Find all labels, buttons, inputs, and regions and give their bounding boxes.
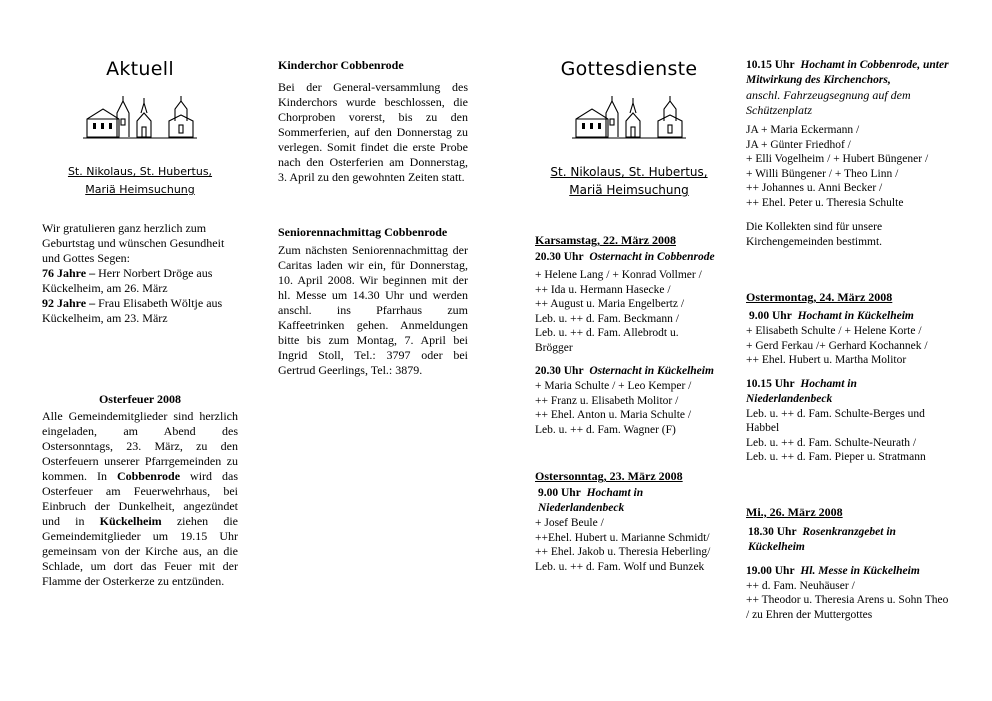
day-block <box>535 233 723 437</box>
day-date: Mi., 26. März 2008 <box>746 504 843 519</box>
mass-header: 18.30 Uhr Rosenkranzgebet in Kückelheim <box>748 525 896 553</box>
parish-line2: Mariä Heimsuchung <box>569 183 689 197</box>
mass-header: 20.30 Uhr Osternacht in Kückelheim <box>535 365 714 377</box>
day-block <box>535 469 723 574</box>
churches-icon <box>570 95 688 141</box>
parish-names-right <box>535 163 723 199</box>
intentions-list: + Elisabeth Schulte / + Helene Korte / + Gerd Ferkau /+ Gerhard Kochannek / ++ Ehel. Hubert u. Martha Molitor <box>746 325 928 366</box>
mass-header: 20.30 Uhr Osternacht in Cobbenrode <box>535 251 715 263</box>
mass-header: 10.15 Uhr Hochamt in Niederlandenbeck <box>746 377 857 405</box>
mass-header: 9.00 Uhr Hochamt in Kückelheim <box>749 310 914 322</box>
senioren-title: Seniorennachmittag Cobbenrode <box>278 225 448 239</box>
intentions-list: + Helene Lang / + Konrad Vollmer / ++ Ida u. Hermann Hasecke / ++ August u. Maria Engelbertz / Leb. u. ++ d. Fam. Beckmann / Leb. u. ++ d. Fam. Allebrodt u. Brögger <box>535 269 702 354</box>
hochamt-note: anschl. Fahrzeugsegnung auf dem Schützenplatz <box>746 88 911 117</box>
column-rechts <box>746 56 952 622</box>
gottesdienste-title: Gottesdienste <box>560 58 698 80</box>
mass-header: 10.15 Uhr Hochamt in Cobbenrode, unter Mitwirkung des Kirchenchors, <box>746 59 949 86</box>
parish-line2: Mariä Heimsuchung <box>85 183 195 196</box>
mass-header: 19.00 Uhr Hl. Messe in Kückelheim <box>746 564 920 577</box>
intentions-list: + Josef Beule / ++Ehel. Hubert u. Marianne Schmidt/ ++ Ehel. Jakob u. Theresia Heberling/ Leb. u. ++ d. Fam. Wolf und Bunzek <box>535 517 711 573</box>
day-block <box>746 505 952 623</box>
parish-line1: St. Nikolaus, St. Hubertus, <box>67 165 213 178</box>
column-aktuell <box>42 56 238 589</box>
day-date: Karsamstag, 22. März 2008 <box>535 233 676 247</box>
intentions-list: Leb. u. ++ d. Fam. Schulte-Berges und Habbel Leb. u. ++ d. Fam. Schulte-Neurath / Leb. u. ++ d. Fam. Pieper u. Stratmann <box>746 407 926 463</box>
day-date: Ostermontag, 24. März 2008 <box>746 290 893 304</box>
mass-header: 9.00 Uhr Hochamt in Niederlandenbeck <box>538 487 644 514</box>
birthday-entry: 92 Jahre – Frau Elisabeth Wöltje aus Kückelheim, am 23. März <box>42 296 223 325</box>
osterfeuer-text: Alle Gemeindemitglieder sind herzlich eingeladen, am Abend des Ostersonntags, 23. März, zu den Osterfeuern unserer Pfarrgemeinden zu kommen. In Cobbenrode wird das Osterfeuer am Feuerwehrhaus, bei Einbruch der Dunkelheit, angezündet und in Kückelheim ziehen die Gemeindemitglieder um 19.15 Uhr gemeinsam von der Kirche aus, an die Schlade, um dort das Feuer mit der Flamme der Osterkerze zu entzünden. <box>42 409 238 588</box>
column-mitte <box>278 56 468 378</box>
kinderchor-title: Kinderchor Cobbenrode <box>278 58 404 72</box>
kollekte-note: Die Kollekten sind für unsere Kirchengemeinden bestimmt. <box>746 221 883 248</box>
senioren-text: Zum nächsten Seniorennachmittag der Caritas laden wir ein, für Donnerstag, 10. April 2008. Wir beginnen mit der hl. Messe um 14.30 Uhr und werden anschl. ins Pfarrhaus zum Kaffeetrinken gehen. Anmeldungen bitte bis zum Montag, 7. April bei Ingrid Stoll, Tel.: 3797 oder bei Gertrud Geerlings, Tel.: 3879. <box>278 243 468 377</box>
kinderchor-text: Bei der General-versammlung des Kinderchors wurde beschlossen, die Chorproben vorerst, bis zu den Sommerferien, auf den Donnerstag zu verlegen. Somit findet die erste Probe nach den Osterferien am Donnerstag, 3. April zu den gewohnten Zeiten statt. <box>278 80 468 184</box>
column-gottesdienste <box>535 56 723 574</box>
birthday-entry: 76 Jahre – Herr Norbert Dröge aus Kückelheim, am 26. März <box>42 266 213 295</box>
day-block <box>746 290 952 465</box>
intentions-list: + Maria Schulte / + Leo Kemper / ++ Franz u. Elisabeth Molitor / ++ Ehel. Anton u. Maria Schulte / Leb. u. ++ d. Fam. Wagner (F) <box>535 380 692 436</box>
churches-icon <box>81 95 199 141</box>
aktuell-title: Aktuell <box>106 58 174 80</box>
intentions-list: ++ d. Fam. Neuhäuser / ++ Theodor u. Theresia Arens u. Sohn Theo / zu Ehren der Muttergottes <box>746 579 949 621</box>
day-date: Ostersonntag, 23. März 2008 <box>535 469 683 483</box>
osterfeuer-title: Osterfeuer 2008 <box>98 392 182 406</box>
parish-names-left <box>42 163 238 199</box>
parish-line1: St. Nikolaus, St. Hubertus, <box>550 165 708 179</box>
birthday-greeting: Wir gratulieren ganz herzlich zum Geburtstag und wünschen Gesundheit und Gottes Segen: <box>42 221 225 265</box>
intentions-list: JA + Maria Eckermann / JA + Günter Friedhof / + Elli Vogelheim / + Hubert Büngener / + Willi Büngener / + Theo Linn / ++ Johannes u. Anni Becker / ++ Ehel. Peter u. Theresia Schulte <box>746 124 929 209</box>
